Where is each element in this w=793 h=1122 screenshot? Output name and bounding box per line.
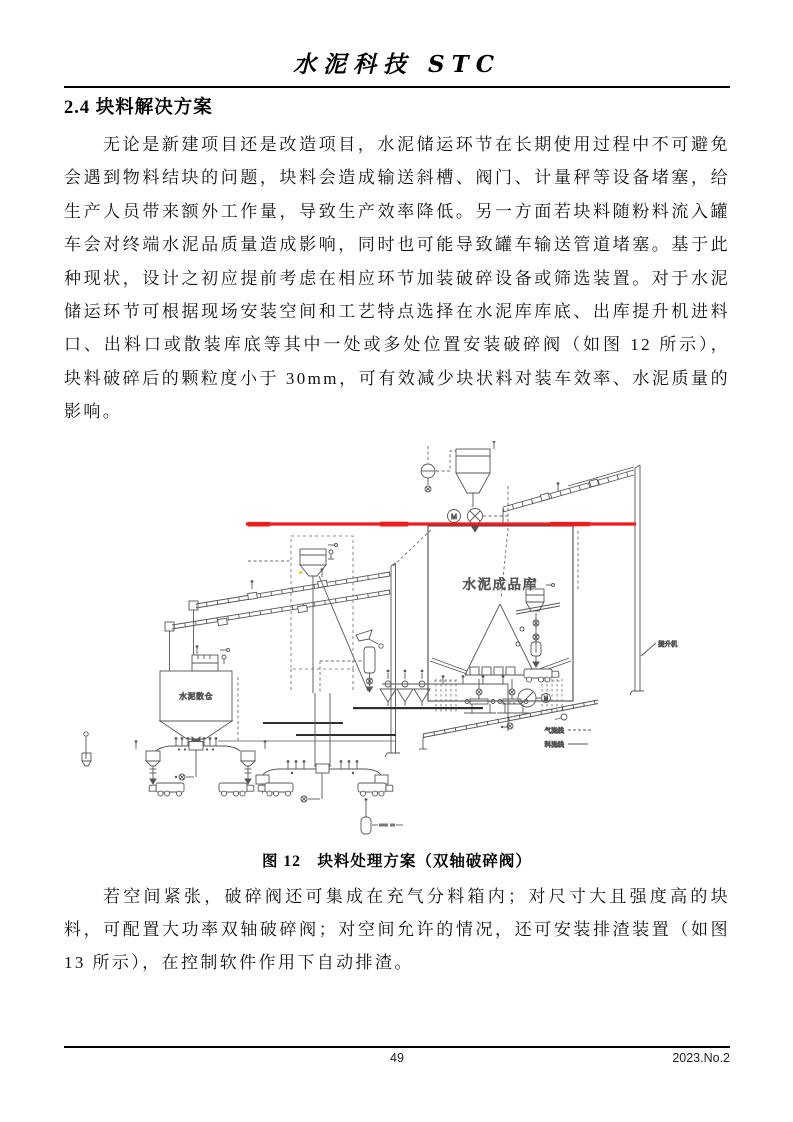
header-rule bbox=[64, 86, 730, 88]
top-surge-bin bbox=[456, 441, 495, 507]
cement-silo-label: 水泥成品库 bbox=[462, 576, 538, 592]
left-silo-label: 水泥散仓 bbox=[179, 691, 213, 701]
motor-symbol bbox=[448, 509, 461, 522]
paragraph-1: 无论是新建项目还是改造项目，水泥储运环节在长期使用过程中不可避免会遇到物料结块的问题，块料会造成输送斜槽、阀门、计量秤等设备堵塞，给生产人员带来额外工作量，导致生产效率降低。另一方面若块料随粉料流入罐车会对终端水泥品质量造成影响，同时也可能导致罐车输送管道堵塞。基于此种现状，设计之初应提前考虑在相应环节加装破碎设备或筛选装置。对于水泥储运环节可根据现场安装空间和工艺特点选择在水泥库库底、出库提升机进料口、出料口或散装库底等其中一处或多处位置安装破碎阀（如图 12 所示），块料破碎后的颗粒度小于 30mm，可有效减少块状料对装车效率、水泥质量的影响。 bbox=[64, 135, 730, 422]
tanker-truck bbox=[219, 783, 254, 796]
line-legend bbox=[545, 725, 593, 748]
left-bulk-silo bbox=[160, 645, 238, 744]
legend-air-label: 气流线 bbox=[544, 727, 564, 735]
mid-air-slides bbox=[165, 561, 390, 671]
bucket-elevator-center bbox=[385, 563, 400, 757]
page-number: 49 bbox=[390, 1051, 404, 1065]
bulk-truck bbox=[524, 669, 559, 682]
residue-discharge-vessel bbox=[361, 798, 403, 834]
distribution-bin-area bbox=[291, 536, 368, 693]
motor-label: M bbox=[451, 513, 457, 521]
pressure-gauge-icon bbox=[421, 464, 435, 492]
blower-motor-label: M bbox=[543, 695, 549, 702]
legend-material-label: 料流线 bbox=[544, 741, 564, 749]
bucket-elevator-right bbox=[630, 465, 678, 695]
top-air-slide-conveyor bbox=[503, 467, 634, 526]
far-left-vent-spout bbox=[82, 731, 91, 765]
tanker-truck bbox=[149, 783, 184, 796]
issue-label: 2023.No.2 bbox=[672, 1051, 730, 1065]
paragraph-2: 若空间紧张，破碎阀还可集成在充气分料箱内；对尺寸大且强度高的块料，可配置大功率双轴破碎阀；对空间允许的情况，还可安装排渣装置（如图 13 所示），在控制软件作用下自动排渣。 bbox=[64, 886, 730, 973]
center-loading-bay bbox=[256, 693, 393, 802]
side-loading-station bbox=[516, 579, 560, 682]
figure-12-diagram bbox=[64, 441, 730, 847]
page-footer bbox=[64, 1046, 730, 1065]
journal-title: 水泥科技 STC bbox=[292, 51, 502, 78]
page-content bbox=[64, 0, 730, 980]
section-heading: 2.4 块料解决方案 bbox=[64, 98, 213, 118]
figure-caption: 图 12 块料处理方案（双轴破碎阀） bbox=[262, 852, 532, 870]
left-loading-manifold bbox=[135, 737, 267, 796]
crusher-valve-icon bbox=[468, 508, 483, 532]
tanker-truck bbox=[258, 783, 293, 796]
elevator-label: 提升机 bbox=[658, 640, 678, 648]
process-schematic bbox=[78, 441, 748, 846]
cyclone-feeder bbox=[320, 630, 383, 693]
tanker-truck bbox=[358, 783, 393, 796]
